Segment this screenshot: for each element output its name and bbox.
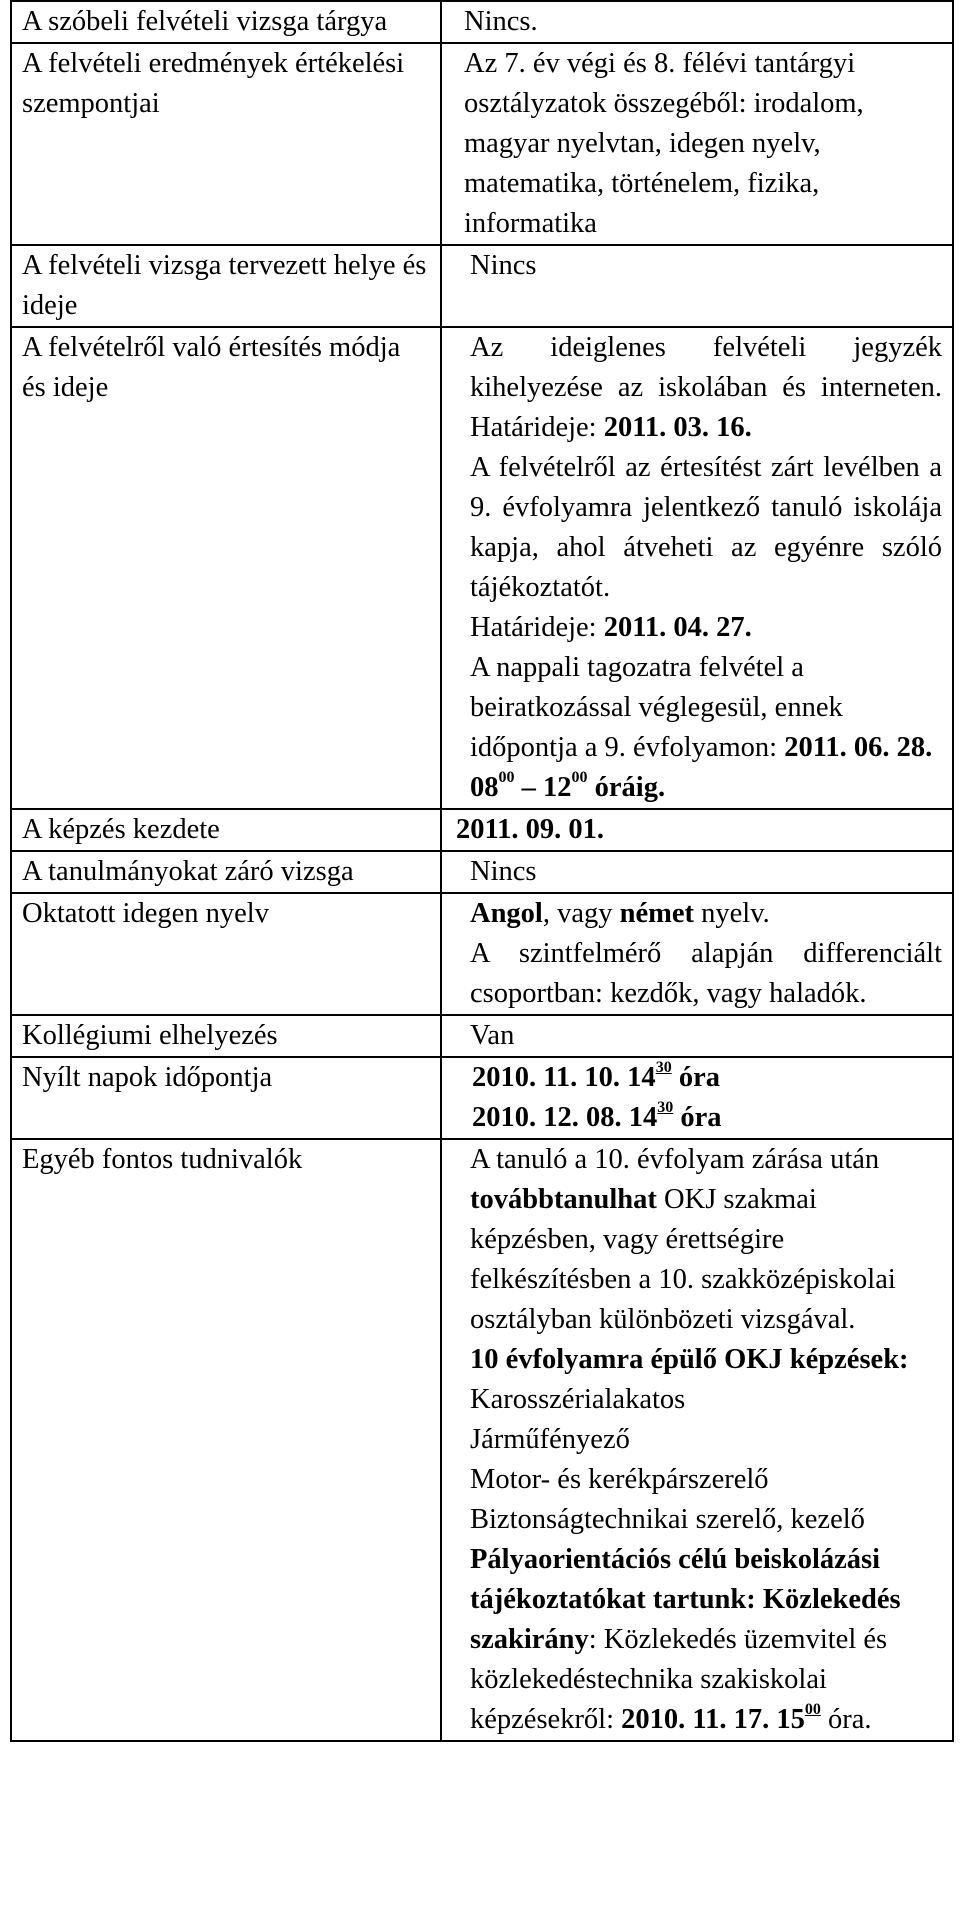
emphasis-text: továbbtanulhat: [470, 1184, 657, 1215]
time-minutes: 30: [657, 1099, 674, 1116]
languages-line: [470, 894, 942, 934]
row-label: Kollégiumi elhelyezés: [11, 1015, 441, 1057]
languages-note: A szintfelmérő alapján differenciált csoportban: kezdők, vagy haladók.: [470, 938, 942, 1009]
table-row: [11, 809, 953, 851]
time-minutes: 00: [571, 769, 588, 786]
languages-details: [441, 893, 953, 1015]
emphasis-text: Pályaorientációs célú beiskolázási tájékoztatókat tartunk: Közlekedés szakirány: [470, 1544, 901, 1655]
date-text: 2010. 11. 17. 15: [621, 1704, 805, 1735]
date-text: óráig.: [587, 772, 666, 803]
admission-info-table: [10, 0, 954, 1742]
date-text: 2010. 12. 08. 14: [472, 1102, 658, 1133]
table-row: [11, 893, 953, 1015]
paragraph-text: Határideje:: [470, 612, 604, 643]
row-value: [441, 809, 953, 851]
other-info-details: [441, 1139, 953, 1741]
other-info-paragraph: [470, 1540, 942, 1740]
notification-paragraph: [470, 328, 942, 448]
time-minutes: 00: [498, 769, 515, 786]
start-date: 2011. 09. 01.: [456, 814, 605, 845]
row-value: Nincs.: [441, 1, 953, 43]
time-minutes: 00: [804, 1701, 821, 1718]
table-row: [11, 327, 953, 809]
row-label: A képzés kezdete: [11, 809, 441, 851]
open-days-dates: [441, 1057, 953, 1139]
open-day-date: [472, 1098, 942, 1138]
date-text: 2010. 11. 10. 14: [472, 1062, 656, 1093]
row-label: A felvételről való értesítés módja és ideje: [11, 327, 441, 809]
row-value: Nincs: [441, 245, 953, 327]
deadline-date: 2011. 04. 27.: [603, 612, 752, 643]
row-label: A felvételi vizsga tervezett helye és ideje: [11, 245, 441, 327]
table-row: [11, 43, 953, 245]
training-item: Járműfényező: [470, 1424, 630, 1455]
table-row: [11, 851, 953, 893]
paragraph-text: : Közlekedés üzemvitel és közlekedéstechnika szakiskolai képzésekről:: [470, 1624, 888, 1735]
paragraph-text: OKJ szakmai képzésben, vagy érettségire felkészítésben a 10. szakközépiskolai osztályban különbözeti vizsgával.: [470, 1184, 896, 1335]
paragraph-text: A nappali tagozatra felvétel a beiratkozással véglegesül, ennek időpontja a 9. évfolyamon:: [470, 652, 843, 763]
table-row: [11, 245, 953, 327]
language-name: német: [619, 898, 695, 929]
other-info-paragraph: [470, 1140, 942, 1340]
table-row: [11, 1139, 953, 1741]
date-text: – 12: [514, 772, 572, 803]
emphasis-text: 10 évfolyamra épülő OKJ képzések:: [470, 1344, 909, 1375]
separator-text: nyelv.: [694, 898, 770, 929]
other-info-paragraph: [470, 1340, 942, 1420]
paragraph-text: A tanuló a 10. évfolyam zárása után: [470, 1144, 880, 1175]
paragraph-text: óra.: [820, 1704, 872, 1735]
date-text: óra: [671, 1062, 720, 1093]
row-value: Nincs: [441, 851, 953, 893]
row-label: Oktatott idegen nyelv: [11, 893, 441, 1015]
date-text: 2011. 06. 28. 08: [470, 732, 933, 803]
row-label: Egyéb fontos tudnivalók: [11, 1139, 441, 1741]
admission-info-document: [10, 0, 954, 1742]
date-text: óra: [673, 1102, 722, 1133]
deadline-date: 2011. 03. 16.: [603, 412, 752, 443]
table-row: [11, 1057, 953, 1139]
table-row: [11, 1015, 953, 1057]
row-value: Az 7. év végi és 8. félévi tantárgyi osztályzatok összegéből: irodalom, magyar nyelvtan, idegen nyelv, matematika, történelem, fizika, informatika: [441, 43, 953, 245]
separator-text: , vagy: [542, 898, 620, 929]
time-minutes: 30: [655, 1059, 672, 1076]
row-label: A tanulmányokat záró vizsga: [11, 851, 441, 893]
open-day-date: [472, 1058, 942, 1098]
row-label: A szóbeli felvételi vizsga tárgya: [11, 1, 441, 43]
language-name: Angol: [470, 898, 543, 929]
notification-paragraph: [470, 608, 942, 648]
row-label: Nyílt napok időpontja: [11, 1057, 441, 1139]
table-row: [11, 1, 953, 43]
row-label: A felvételi eredmények értékelési szempontjai: [11, 43, 441, 245]
paragraph-text: Az ideiglenes felvételi jegyzék kihelyezése az iskolában és interneten. Határideje:: [470, 332, 942, 443]
training-item: Motor- és kerékpárszerelő: [470, 1464, 769, 1495]
notification-details: [441, 327, 953, 809]
paragraph-text: Karosszérialakatos: [470, 1384, 686, 1415]
notification-paragraph: [470, 648, 942, 808]
training-item: Biztonságtechnikai szerelő, kezelő: [470, 1504, 865, 1535]
notification-paragraph: A felvételről az értesítést zárt levélben a 9. évfolyamra jelentkező tanuló iskolája kapja, ahol átveheti az egyénre szóló tájékoztatót.: [470, 452, 942, 603]
row-value: Van: [441, 1015, 953, 1057]
